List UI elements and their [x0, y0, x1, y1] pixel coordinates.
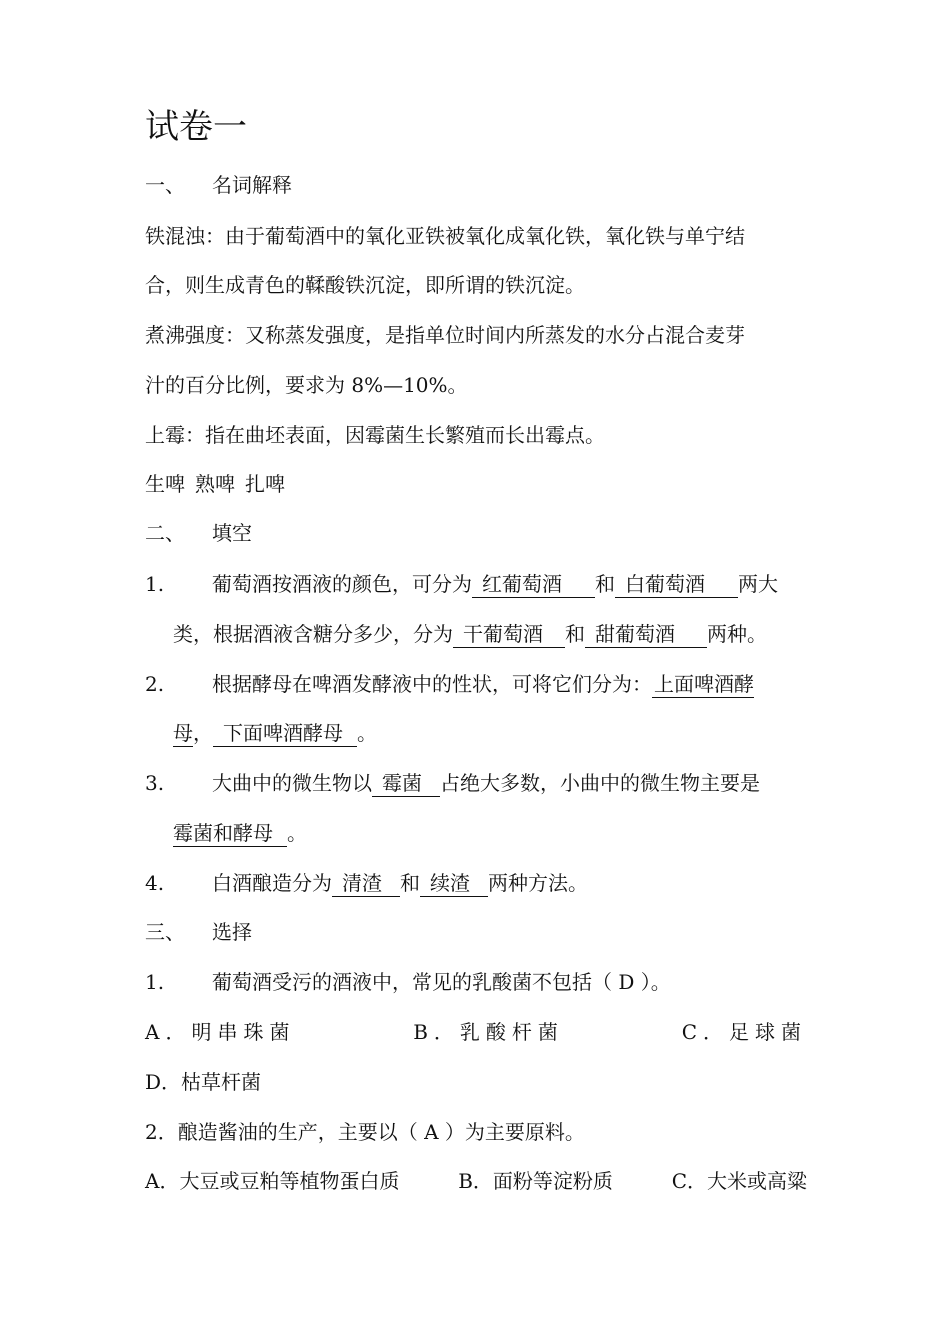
term-3: 上霉：指在曲坯表面，因霉菌生长繁殖而长出霉点。	[145, 423, 605, 447]
answer-blank: 霉菌	[372, 770, 440, 797]
question-text: 两种。	[707, 622, 767, 646]
fill-q3-line-1	[145, 768, 807, 798]
term-raw-beer: 生啤	[145, 472, 185, 496]
question-text: 和	[565, 622, 585, 646]
term-2-line-2: 汁的百分比例，要求为 8%—10%。	[145, 373, 468, 397]
fill-q2-line-2	[145, 718, 835, 748]
answer-blank: 白葡萄酒	[615, 571, 738, 598]
option-a: A．大豆或豆粕等植物蛋白质	[145, 1169, 400, 1193]
question-text: 和	[400, 871, 420, 895]
term-4	[145, 469, 807, 499]
question-text: 两种方法。	[488, 871, 588, 895]
page-title: 试卷一	[145, 107, 247, 147]
question-number: 1.	[145, 572, 165, 596]
option-b: B．乳酸杆菌	[413, 1020, 564, 1044]
fill-q1-line-2	[145, 619, 835, 649]
section-number: 二、	[145, 521, 185, 545]
question-text: ，	[193, 721, 213, 745]
choice-q2-stem: 2．酿造酱油的生产，主要以（ A ）为主要原料。	[145, 1120, 585, 1144]
question-text: 占绝大多数，小曲中的微生物主要是	[440, 771, 760, 795]
term-1-line-1: 铁混浊：由于葡萄酒中的氧化亚铁被氧化成氧化铁，氧化铁与单宁结	[145, 224, 745, 248]
choice-q1-option-d: D．枯草杆菌	[145, 1070, 262, 1094]
choice-q2-options	[145, 1166, 807, 1196]
fill-q2-line-1	[145, 669, 807, 699]
question-number: 3.	[145, 771, 165, 795]
question-text: 葡萄酒受污的酒液中，常见的乳酸菌不包括（ D ）。	[212, 970, 671, 994]
option-b: B．面粉等淀粉质	[458, 1169, 613, 1193]
answer-blank: 续渣	[420, 870, 488, 897]
section-number: 三、	[145, 920, 185, 944]
option-a: A．明串珠菌	[145, 1020, 296, 1044]
question-text: 。	[287, 821, 307, 845]
option-c: C．足球菌	[681, 1020, 807, 1044]
term-cooked-beer: 熟啤	[195, 472, 235, 496]
section-2-heading	[145, 518, 807, 548]
fill-q1-line-1	[145, 569, 807, 599]
fill-q3-line-2	[145, 818, 835, 848]
question-text: 。	[357, 721, 377, 745]
answer-blank: 母	[173, 721, 193, 745]
term-draft-beer: 扎啤	[245, 472, 285, 496]
question-text: 白酒酿造分为	[212, 871, 332, 895]
question-text: 类，根据酒液含糖分多少，分为	[173, 622, 453, 646]
answer-blank: 清渣	[332, 870, 400, 897]
section-number: 一、	[145, 173, 185, 197]
answer-blank: 红葡萄酒	[472, 571, 595, 598]
question-number: 4.	[145, 871, 165, 895]
answer-blank: 干葡萄酒	[453, 621, 565, 648]
question-text: 大曲中的微生物以	[212, 771, 372, 795]
section-3-heading	[145, 917, 807, 947]
question-text: 根据酵母在啤酒发酵液中的性状，可将它们分为：	[212, 672, 652, 696]
section-1-heading	[145, 170, 807, 200]
choice-q1-stem	[145, 967, 807, 997]
question-text: 葡萄酒按酒液的颜色，可分为	[212, 572, 472, 596]
term-2-line-1: 煮沸强度：又称蒸发强度，是指单位时间内所蒸发的水分占混合麦芽	[145, 323, 745, 347]
choice-q1-options	[145, 1017, 807, 1047]
section-label: 选择	[212, 920, 252, 944]
question-text: 和	[595, 572, 615, 596]
term-1-line-2: 合，则生成青色的鞣酸铁沉淀，即所谓的铁沉淀。	[145, 273, 585, 297]
answer-blank: 上面啤酒酵	[654, 672, 754, 696]
section-label: 名词解释	[212, 173, 292, 197]
answer-blank: 霉菌和酵母	[173, 820, 287, 847]
option-c: C．大米或高粱	[671, 1169, 807, 1193]
question-number: 2.	[145, 672, 165, 696]
answer-blank: 甜葡萄酒	[585, 621, 707, 648]
question-text: 两大	[738, 572, 778, 596]
fill-q4	[145, 868, 807, 898]
question-number: 1.	[145, 970, 165, 994]
answer-blank: 下面啤酒酵母	[213, 720, 357, 747]
section-label: 填空	[212, 521, 252, 545]
